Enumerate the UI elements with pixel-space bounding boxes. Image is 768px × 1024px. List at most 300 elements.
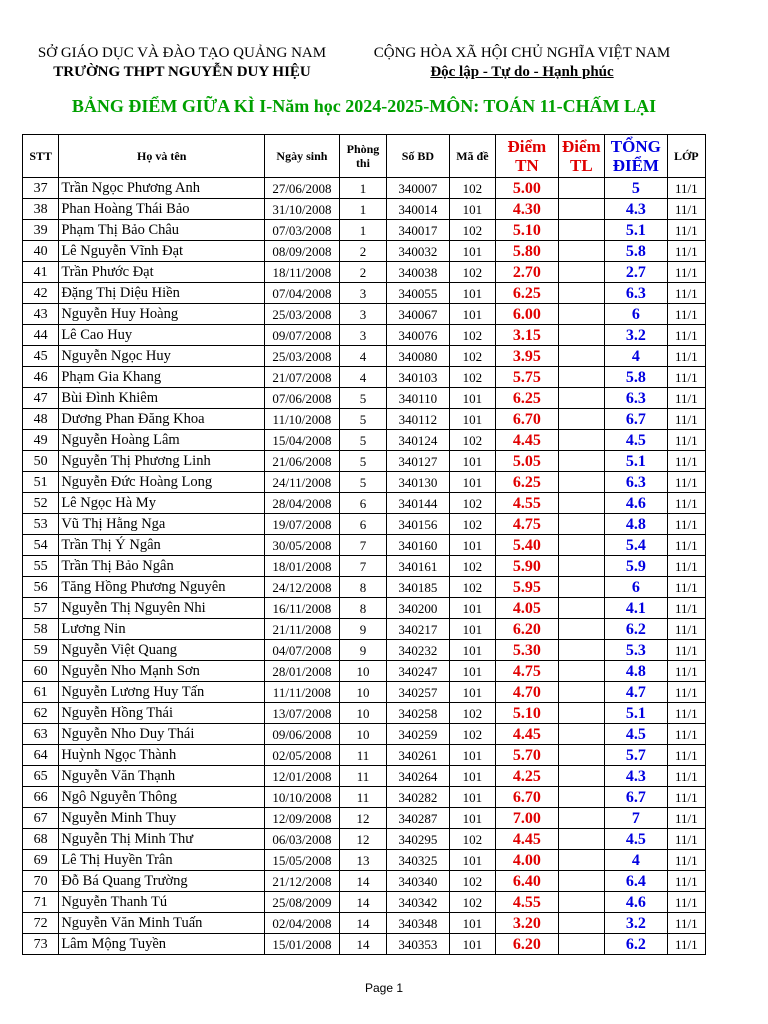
cell-diem-tl	[558, 409, 604, 430]
cell-stt: 63	[23, 724, 59, 745]
cell-tong-diem: 5.8	[605, 367, 668, 388]
table-row	[23, 283, 706, 304]
table-row	[23, 514, 706, 535]
motto: Độc lập - Tự do - Hạnh phúc	[430, 64, 614, 80]
cell-lop: 11/1	[667, 577, 705, 598]
cell-diem-tn: 4.70	[496, 682, 559, 703]
cell-sbd: 340232	[387, 640, 450, 661]
cell-stt: 69	[23, 850, 59, 871]
cell-made: 102	[449, 430, 495, 451]
cell-dob: 25/03/2008	[265, 304, 340, 325]
cell-sbd: 340080	[387, 346, 450, 367]
cell-stt: 65	[23, 766, 59, 787]
cell-diem-tl	[558, 913, 604, 934]
cell-tong-diem: 6.3	[605, 283, 668, 304]
cell-dob: 19/07/2008	[265, 514, 340, 535]
cell-room: 4	[339, 367, 386, 388]
table-row	[23, 598, 706, 619]
cell-dob: 11/10/2008	[265, 409, 340, 430]
table-row	[23, 535, 706, 556]
cell-name: Vũ Thị Hằng Nga	[59, 514, 265, 535]
cell-dob: 18/11/2008	[265, 262, 340, 283]
cell-sbd: 340261	[387, 745, 450, 766]
cell-lop: 11/1	[667, 808, 705, 829]
cell-room: 11	[339, 745, 386, 766]
cell-name: Lê Thị Huyền Trân	[59, 850, 265, 871]
cell-name: Nguyễn Ngọc Huy	[59, 346, 265, 367]
cell-diem-tl	[558, 556, 604, 577]
cell-name: Nguyễn Văn Minh Tuấn	[59, 913, 265, 934]
cell-diem-tn: 4.45	[496, 829, 559, 850]
cell-diem-tl	[558, 514, 604, 535]
cell-name: Phạm Thị Bảo Châu	[59, 220, 265, 241]
table-row	[23, 913, 706, 934]
table-row	[23, 493, 706, 514]
cell-diem-tn: 5.70	[496, 745, 559, 766]
cell-lop: 11/1	[667, 787, 705, 808]
cell-diem-tl	[558, 661, 604, 682]
table-row	[23, 829, 706, 850]
cell-sbd: 340160	[387, 535, 450, 556]
cell-made: 102	[449, 178, 495, 199]
cell-name: Lê Cao Huy	[59, 325, 265, 346]
cell-diem-tn: 4.45	[496, 430, 559, 451]
cell-sbd: 340014	[387, 199, 450, 220]
table-row	[23, 703, 706, 724]
col-dob: Ngày sinh	[265, 135, 340, 178]
cell-lop: 11/1	[667, 178, 705, 199]
cell-dob: 13/07/2008	[265, 703, 340, 724]
cell-lop: 11/1	[667, 850, 705, 871]
cell-stt: 70	[23, 871, 59, 892]
cell-diem-tn: 5.05	[496, 451, 559, 472]
cell-stt: 46	[23, 367, 59, 388]
cell-made: 101	[449, 808, 495, 829]
cell-tong-diem: 5.7	[605, 745, 668, 766]
cell-lop: 11/1	[667, 409, 705, 430]
cell-stt: 37	[23, 178, 59, 199]
cell-name: Ngô Nguyễn Thông	[59, 787, 265, 808]
cell-stt: 73	[23, 934, 59, 955]
table-row	[23, 850, 706, 871]
department-name: SỞ GIÁO DỤC VÀ ĐÀO TẠO QUẢNG NAM	[37, 45, 327, 61]
cell-lop: 11/1	[667, 745, 705, 766]
cell-lop: 11/1	[667, 346, 705, 367]
cell-dob: 15/05/2008	[265, 850, 340, 871]
cell-diem-tl	[558, 451, 604, 472]
cell-tong-diem: 6	[605, 304, 668, 325]
cell-sbd: 340340	[387, 871, 450, 892]
cell-room: 5	[339, 388, 386, 409]
cell-stt: 72	[23, 913, 59, 934]
cell-sbd: 340038	[387, 262, 450, 283]
cell-room: 3	[339, 325, 386, 346]
cell-tong-diem: 5.9	[605, 556, 668, 577]
cell-dob: 21/06/2008	[265, 451, 340, 472]
cell-dob: 04/07/2008	[265, 640, 340, 661]
table-header-row	[23, 135, 706, 178]
cell-tong-diem: 4.3	[605, 199, 668, 220]
cell-made: 101	[449, 661, 495, 682]
cell-lop: 11/1	[667, 619, 705, 640]
cell-sbd: 340007	[387, 178, 450, 199]
cell-diem-tn: 3.15	[496, 325, 559, 346]
cell-made: 102	[449, 724, 495, 745]
cell-diem-tl	[558, 808, 604, 829]
cell-made: 101	[449, 640, 495, 661]
col-tong: TỔNG ĐIỂM	[605, 135, 668, 178]
cell-diem-tn: 4.75	[496, 661, 559, 682]
cell-lop: 11/1	[667, 304, 705, 325]
col-tn: Điểm TN	[496, 135, 559, 178]
cell-diem-tl	[558, 325, 604, 346]
cell-made: 101	[449, 304, 495, 325]
cell-sbd: 340217	[387, 619, 450, 640]
cell-diem-tl	[558, 787, 604, 808]
col-tl: Điểm TL	[558, 135, 604, 178]
cell-diem-tn: 6.20	[496, 934, 559, 955]
cell-sbd: 340017	[387, 220, 450, 241]
table-row	[23, 892, 706, 913]
cell-stt: 45	[23, 346, 59, 367]
cell-diem-tl	[558, 220, 604, 241]
cell-dob: 07/06/2008	[265, 388, 340, 409]
cell-made: 102	[449, 514, 495, 535]
cell-dob: 30/05/2008	[265, 535, 340, 556]
cell-sbd: 340258	[387, 703, 450, 724]
cell-lop: 11/1	[667, 220, 705, 241]
cell-made: 101	[449, 535, 495, 556]
table-row	[23, 199, 706, 220]
cell-made: 102	[449, 493, 495, 514]
cell-name: Nguyễn Việt Quang	[59, 640, 265, 661]
table-row	[23, 787, 706, 808]
cell-name: Nguyễn Nho Mạnh Sơn	[59, 661, 265, 682]
cell-dob: 25/03/2008	[265, 346, 340, 367]
table-row	[23, 724, 706, 745]
cell-lop: 11/1	[667, 388, 705, 409]
cell-sbd: 340264	[387, 766, 450, 787]
cell-room: 6	[339, 493, 386, 514]
cell-tong-diem: 6.2	[605, 619, 668, 640]
cell-dob: 02/05/2008	[265, 745, 340, 766]
cell-lop: 11/1	[667, 598, 705, 619]
cell-diem-tn: 4.00	[496, 850, 559, 871]
cell-tong-diem: 4.8	[605, 514, 668, 535]
cell-made: 101	[449, 388, 495, 409]
cell-room: 14	[339, 871, 386, 892]
cell-lop: 11/1	[667, 262, 705, 283]
table-row	[23, 745, 706, 766]
cell-diem-tn: 7.00	[496, 808, 559, 829]
cell-room: 9	[339, 640, 386, 661]
table-row	[23, 346, 706, 367]
cell-stt: 61	[23, 682, 59, 703]
cell-diem-tn: 4.55	[496, 892, 559, 913]
table-row	[23, 934, 706, 955]
cell-lop: 11/1	[667, 241, 705, 262]
cell-diem-tl	[558, 682, 604, 703]
table-row	[23, 304, 706, 325]
cell-diem-tl	[558, 535, 604, 556]
cell-tong-diem: 7	[605, 808, 668, 829]
cell-stt: 47	[23, 388, 59, 409]
cell-diem-tl	[558, 199, 604, 220]
cell-dob: 25/08/2009	[265, 892, 340, 913]
cell-room: 14	[339, 892, 386, 913]
table-row	[23, 241, 706, 262]
cell-diem-tl	[558, 430, 604, 451]
cell-tong-diem: 4.1	[605, 598, 668, 619]
cell-room: 3	[339, 304, 386, 325]
cell-tong-diem: 5.8	[605, 241, 668, 262]
cell-room: 4	[339, 346, 386, 367]
cell-tong-diem: 5.1	[605, 451, 668, 472]
cell-made: 101	[449, 787, 495, 808]
cell-room: 1	[339, 199, 386, 220]
page-title: BẢNG ĐIỂM GIỮA KÌ I-Năm học 2024-2025-MÔN: TOÁN 11-CHẤM LẠI	[71, 96, 657, 116]
cell-sbd: 340257	[387, 682, 450, 703]
cell-diem-tl	[558, 367, 604, 388]
cell-diem-tn: 5.00	[496, 178, 559, 199]
cell-made: 101	[449, 619, 495, 640]
cell-made: 101	[449, 934, 495, 955]
cell-tong-diem: 4.5	[605, 430, 668, 451]
cell-lop: 11/1	[667, 661, 705, 682]
cell-room: 11	[339, 787, 386, 808]
cell-sbd: 340130	[387, 472, 450, 493]
table-row	[23, 556, 706, 577]
cell-room: 8	[339, 577, 386, 598]
cell-made: 102	[449, 367, 495, 388]
cell-sbd: 340156	[387, 514, 450, 535]
cell-sbd: 340342	[387, 892, 450, 913]
cell-dob: 07/03/2008	[265, 220, 340, 241]
cell-stt: 62	[23, 703, 59, 724]
cell-sbd: 340124	[387, 430, 450, 451]
cell-diem-tn: 4.25	[496, 766, 559, 787]
cell-diem-tn: 4.30	[496, 199, 559, 220]
cell-tong-diem: 4.5	[605, 829, 668, 850]
cell-diem-tl	[558, 388, 604, 409]
cell-dob: 28/01/2008	[265, 661, 340, 682]
cell-dob: 11/11/2008	[265, 682, 340, 703]
table-row	[23, 577, 706, 598]
cell-room: 2	[339, 262, 386, 283]
cell-diem-tl	[558, 241, 604, 262]
cell-tong-diem: 2.7	[605, 262, 668, 283]
cell-stt: 48	[23, 409, 59, 430]
cell-lop: 11/1	[667, 934, 705, 955]
cell-room: 2	[339, 241, 386, 262]
cell-made: 101	[449, 451, 495, 472]
cell-diem-tn: 5.10	[496, 703, 559, 724]
cell-tong-diem: 3.2	[605, 913, 668, 934]
cell-made: 101	[449, 682, 495, 703]
cell-room: 13	[339, 850, 386, 871]
page-number: Page 1	[364, 981, 404, 995]
table-row	[23, 661, 706, 682]
cell-stt: 54	[23, 535, 59, 556]
cell-lop: 11/1	[667, 451, 705, 472]
cell-dob: 12/09/2008	[265, 808, 340, 829]
cell-diem-tl	[558, 640, 604, 661]
cell-room: 11	[339, 766, 386, 787]
cell-diem-tl	[558, 745, 604, 766]
cell-room: 12	[339, 829, 386, 850]
cell-room: 14	[339, 913, 386, 934]
table-row	[23, 388, 706, 409]
cell-tong-diem: 3.2	[605, 325, 668, 346]
cell-diem-tn: 4.55	[496, 493, 559, 514]
cell-name: Nguyễn Thị Nguyên Nhi	[59, 598, 265, 619]
cell-dob: 21/11/2008	[265, 619, 340, 640]
cell-diem-tl	[558, 304, 604, 325]
cell-tong-diem: 4	[605, 850, 668, 871]
cell-tong-diem: 5.4	[605, 535, 668, 556]
cell-made: 101	[449, 850, 495, 871]
cell-dob: 10/10/2008	[265, 787, 340, 808]
cell-stt: 40	[23, 241, 59, 262]
cell-sbd: 340144	[387, 493, 450, 514]
cell-tong-diem: 6.3	[605, 388, 668, 409]
table-row	[23, 871, 706, 892]
cell-name: Bùi Đình Khiêm	[59, 388, 265, 409]
cell-diem-tl	[558, 472, 604, 493]
cell-sbd: 340353	[387, 934, 450, 955]
cell-lop: 11/1	[667, 430, 705, 451]
cell-dob: 02/04/2008	[265, 913, 340, 934]
cell-made: 101	[449, 598, 495, 619]
col-stt: STT	[23, 135, 59, 178]
cell-diem-tn: 4.75	[496, 514, 559, 535]
cell-sbd: 340325	[387, 850, 450, 871]
cell-tong-diem: 6.2	[605, 934, 668, 955]
country-name: CỘNG HÒA XÃ HỘI CHỦ NGHĨA VIỆT NAM	[373, 45, 671, 61]
cell-made: 102	[449, 325, 495, 346]
cell-sbd: 340032	[387, 241, 450, 262]
cell-sbd: 340287	[387, 808, 450, 829]
cell-room: 5	[339, 472, 386, 493]
cell-dob: 06/03/2008	[265, 829, 340, 850]
cell-sbd: 340185	[387, 577, 450, 598]
cell-lop: 11/1	[667, 325, 705, 346]
cell-lop: 11/1	[667, 703, 705, 724]
cell-stt: 39	[23, 220, 59, 241]
school-name: TRƯỜNG THPT NGUYỄN DUY HIỆU	[53, 64, 311, 80]
cell-name: Trần Thị Bảo Ngân	[59, 556, 265, 577]
cell-stt: 57	[23, 598, 59, 619]
cell-diem-tl	[558, 829, 604, 850]
cell-room: 3	[339, 283, 386, 304]
cell-name: Lê Nguyễn Vĩnh Đạt	[59, 241, 265, 262]
cell-made: 101	[449, 766, 495, 787]
cell-made: 102	[449, 220, 495, 241]
cell-lop: 11/1	[667, 199, 705, 220]
cell-lop: 11/1	[667, 493, 705, 514]
cell-name: Trần Thị Ý Ngân	[59, 535, 265, 556]
cell-dob: 28/04/2008	[265, 493, 340, 514]
table-row	[23, 220, 706, 241]
cell-tong-diem: 4.6	[605, 892, 668, 913]
cell-diem-tl	[558, 703, 604, 724]
cell-stt: 49	[23, 430, 59, 451]
col-name: Họ và tên	[59, 135, 265, 178]
cell-name: Nguyễn Hồng Thái	[59, 703, 265, 724]
cell-stt: 56	[23, 577, 59, 598]
cell-diem-tl	[558, 577, 604, 598]
cell-dob: 21/12/2008	[265, 871, 340, 892]
cell-room: 7	[339, 556, 386, 577]
table-row	[23, 409, 706, 430]
table-row	[23, 367, 706, 388]
cell-tong-diem: 5.1	[605, 220, 668, 241]
cell-stt: 60	[23, 661, 59, 682]
cell-name: Nguyễn Thanh Tú	[59, 892, 265, 913]
col-lop: LỚP	[667, 135, 705, 178]
cell-tong-diem: 5.1	[605, 703, 668, 724]
cell-lop: 11/1	[667, 472, 705, 493]
cell-name: Trần Phước Đạt	[59, 262, 265, 283]
cell-sbd: 340348	[387, 913, 450, 934]
cell-sbd: 340247	[387, 661, 450, 682]
cell-diem-tl	[558, 766, 604, 787]
cell-room: 1	[339, 220, 386, 241]
cell-sbd: 340200	[387, 598, 450, 619]
cell-made: 101	[449, 241, 495, 262]
cell-tong-diem: 4.5	[605, 724, 668, 745]
table-row	[23, 325, 706, 346]
cell-lop: 11/1	[667, 682, 705, 703]
cell-room: 5	[339, 430, 386, 451]
cell-diem-tn: 5.90	[496, 556, 559, 577]
cell-lop: 11/1	[667, 766, 705, 787]
cell-dob: 24/11/2008	[265, 472, 340, 493]
cell-made: 102	[449, 346, 495, 367]
cell-stt: 41	[23, 262, 59, 283]
cell-room: 7	[339, 535, 386, 556]
cell-stt: 68	[23, 829, 59, 850]
cell-sbd: 340055	[387, 283, 450, 304]
cell-dob: 15/04/2008	[265, 430, 340, 451]
cell-lop: 11/1	[667, 892, 705, 913]
cell-sbd: 340161	[387, 556, 450, 577]
cell-dob: 09/07/2008	[265, 325, 340, 346]
cell-name: Phan Hoàng Thái Bảo	[59, 199, 265, 220]
cell-lop: 11/1	[667, 283, 705, 304]
cell-room: 10	[339, 682, 386, 703]
cell-made: 101	[449, 283, 495, 304]
cell-lop: 11/1	[667, 829, 705, 850]
cell-tong-diem: 5	[605, 178, 668, 199]
cell-dob: 21/07/2008	[265, 367, 340, 388]
header-right	[352, 44, 692, 82]
cell-room: 5	[339, 409, 386, 430]
cell-diem-tn: 6.20	[496, 619, 559, 640]
cell-stt: 38	[23, 199, 59, 220]
cell-room: 10	[339, 703, 386, 724]
cell-stt: 53	[23, 514, 59, 535]
cell-diem-tl	[558, 493, 604, 514]
cell-diem-tn: 6.70	[496, 409, 559, 430]
cell-tong-diem: 4.6	[605, 493, 668, 514]
cell-lop: 11/1	[667, 871, 705, 892]
col-made: Mã đề	[449, 135, 495, 178]
cell-room: 12	[339, 808, 386, 829]
cell-dob: 07/04/2008	[265, 283, 340, 304]
cell-lop: 11/1	[667, 913, 705, 934]
header-left	[22, 44, 342, 82]
